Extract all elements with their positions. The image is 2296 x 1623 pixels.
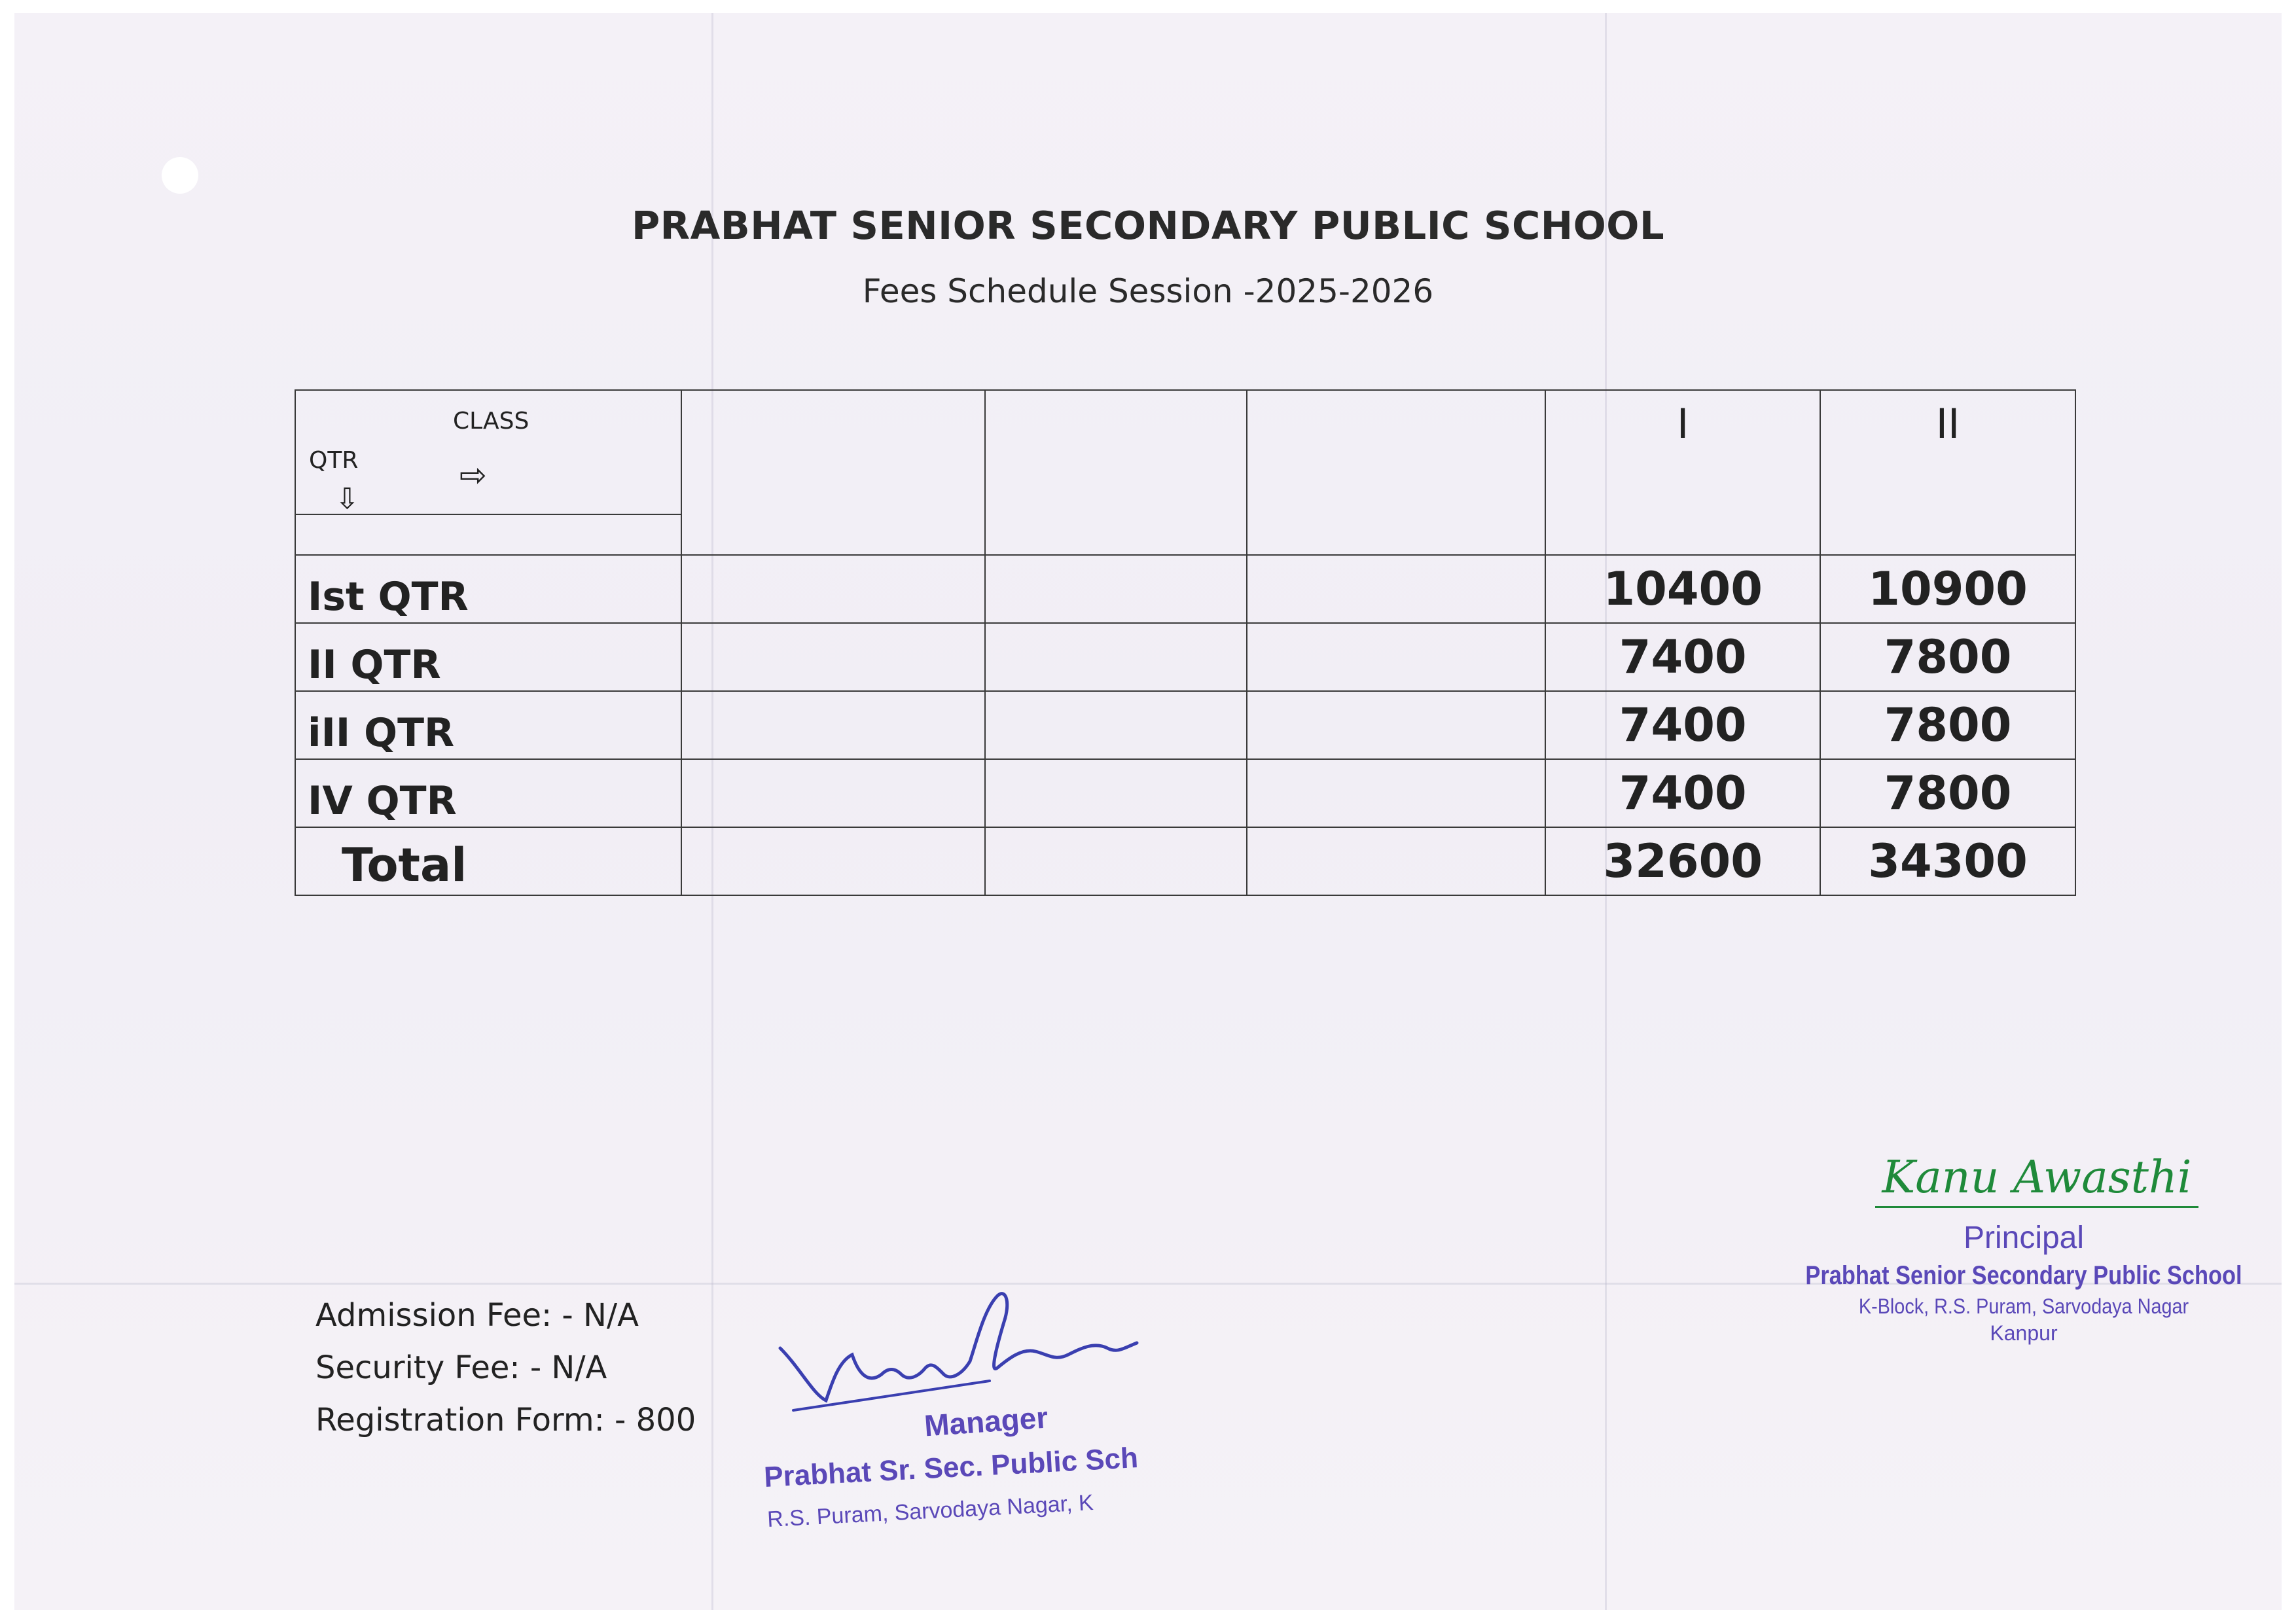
registration-fee: Registration Form: - 800 <box>315 1402 696 1438</box>
fee-cell: 7800 <box>1820 691 2075 759</box>
fee-cell <box>985 827 1247 895</box>
principal-school: Prabhat Senior Secondary Public School <box>1805 1261 2242 1290</box>
manager-role: Manager <box>923 1400 1049 1443</box>
security-fee: Security Fee: - N/A <box>315 1349 607 1386</box>
fee-cell: 7800 <box>1820 623 2075 691</box>
row-label: Ist QTR <box>295 555 681 623</box>
table-total-row <box>295 827 2075 895</box>
row-label: iII QTR <box>295 691 681 759</box>
arrow-right-icon: ⇨ <box>459 456 487 494</box>
fee-cell <box>681 691 986 759</box>
fee-cell <box>985 691 1247 759</box>
class-column-header <box>681 390 986 555</box>
fee-cell <box>985 555 1247 623</box>
fee-cell: 10400 <box>1545 555 1820 623</box>
fee-cell: 34300 <box>1820 827 2075 895</box>
class-header-label: CLASS <box>453 408 529 435</box>
principal-signature: Kanu Awasthi <box>1875 1152 2198 1208</box>
class-column-header: II <box>1820 390 2075 555</box>
manager-school: Prabhat Sr. Sec. Public Sch <box>763 1442 1139 1493</box>
table-row <box>295 691 2075 759</box>
principal-role: Principal <box>1963 1221 2085 1255</box>
arrow-down-icon: ⇩ <box>335 482 359 516</box>
principal-city: Kanpur <box>1990 1321 2058 1345</box>
other-fees <box>315 1289 696 1446</box>
fee-cell: 7400 <box>1545 759 1820 827</box>
principal-stamp <box>1768 1152 2279 1346</box>
fee-cell: 7800 <box>1820 759 2075 827</box>
fee-cell <box>681 759 986 827</box>
manager-address: R.S. Puram, Sarvodaya Nagar, K <box>766 1489 1094 1533</box>
table-header-row <box>295 390 2075 555</box>
fee-cell <box>1247 555 1546 623</box>
fee-cell <box>1247 623 1546 691</box>
fee-cell <box>1247 759 1546 827</box>
fee-cell <box>681 827 986 895</box>
class-column-header: I <box>1545 390 1820 555</box>
qtr-header-label: QTR <box>309 447 359 474</box>
principal-address: K-Block, R.S. Puram, Sarvodaya Nagar <box>1858 1294 2189 1318</box>
header-subcell <box>296 514 681 545</box>
class-column-header <box>985 390 1247 555</box>
class-column-header <box>1247 390 1546 555</box>
fee-cell <box>1247 827 1546 895</box>
document-sheet <box>14 13 2282 1610</box>
session-subtitle: Fees Schedule Session -2025-2026 <box>862 272 1434 310</box>
punch-hole <box>162 157 198 194</box>
header-corner-cell <box>295 390 681 555</box>
fee-cell <box>985 759 1247 827</box>
school-title: PRABHAT SENIOR SECONDARY PUBLIC SCHOOL <box>631 203 1665 248</box>
fee-cell: 10900 <box>1820 555 2075 623</box>
table-row <box>295 623 2075 691</box>
fee-cell: 7400 <box>1545 623 1820 691</box>
admission-fee: Admission Fee: - N/A <box>315 1297 639 1334</box>
fee-cell <box>1247 691 1546 759</box>
fee-cell <box>681 623 986 691</box>
fees-table <box>295 389 2076 896</box>
fee-cell <box>681 555 986 623</box>
fee-cell: 7400 <box>1545 691 1820 759</box>
table-row <box>295 555 2075 623</box>
row-label: Total <box>295 827 681 895</box>
fee-cell <box>985 623 1247 691</box>
row-label: II QTR <box>295 623 681 691</box>
row-label: IV QTR <box>295 759 681 827</box>
fee-cell: 32600 <box>1545 827 1820 895</box>
table-row <box>295 759 2075 827</box>
